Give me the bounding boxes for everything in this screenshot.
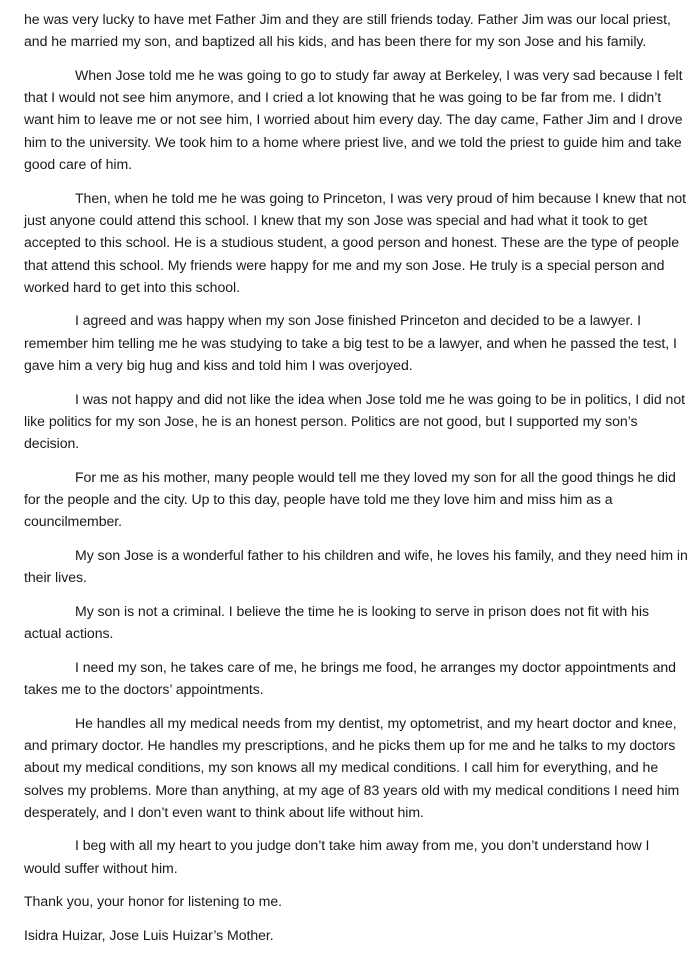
paragraph-thanks: Thank you, your honor for listening to me.: [24, 893, 282, 910]
paragraph-councilmember: For me as his mother, many people would tell me they loved my son for all the good things he did for the people and the city. Up to this day, people have told me they love him and miss him as a councilmember.: [24, 468, 676, 530]
paragraph-not-criminal: My son is not a criminal. I believe the time he is looking to serve in prison does not fit with his actual actions.: [24, 602, 649, 642]
paragraph-plea: I beg with all my heart to you judge don’t take him away from me, you don’t understand how I would suffer without him.: [24, 837, 650, 876]
paragraph-medical: He handles all my medical needs from my dentist, my optometrist, and my heart doctor and knee, and primary doctor. He handles my prescriptions, and he picks them up for me and he talks to my doctors about my medical conditions, my son knows all my medical conditions. I call him for everything, and he solves my problems. More than anything, at my age of 83 years old with my medical conditions I need him desperately, and I don’t even want to think about life without him.: [24, 714, 680, 820]
paragraph-princeton: Then, when he told me he was going to Princeton, I was very proud of him because I knew that not just anyone could attend this school. I knew that my son Jose was special and had what it took to get accepted to this school. He is a studious student, a good person and honest. These are the type of people that attend this school. My friends were happy for me and my son Jose. He truly is a special person and worked hard to get into this school.: [24, 189, 686, 295]
signature-line: Isidra Huizar, Jose Luis Huizar’s Mother.: [24, 926, 274, 943]
paragraph-lawyer: I agreed and was happy when my son Jose finished Princeton and decided to be a lawyer. I remember him telling me he was studying to take a big test to be a lawyer, and when he passed the test, I gave him a very big hug and kiss and told him I was overjoyed.: [24, 312, 677, 374]
paragraph-politics: I was not happy and did not like the idea when Jose told me he was going to be in politics, I did not like politics for my son Jose, he is an honest person. Politics are not good, but I supported my son’s decision.: [24, 390, 685, 452]
paragraph-berkeley: When Jose told me he was going to go to study far away at Berkeley, I was very sad because I felt that I would not see him anymore, and I cried a lot knowing that he was going to be far from me. I didn’t want him to leave me or not see him, I worried about him every day. The day came, Father Jim and I drove him to the university. We took him to a home where priest live, and we told the priest to guide him and take good care of him.: [24, 66, 683, 173]
letter-body: [24, 8, 688, 958]
paragraph-father: My son Jose is a wonderful father to his children and wife, he loves his family, and they need him in their lives.: [24, 547, 688, 586]
paragraph-father-jim: he was very lucky to have met Father Jim and they are still friends today. Father Jim was our local priest, and he married my son, and baptized all his kids, and has been there for my son Jose and his family.: [24, 11, 671, 50]
paragraph-care: I need my son, he takes care of me, he brings me food, he arranges my doctor appointments and takes me to the doctors’ appointments.: [24, 658, 676, 698]
